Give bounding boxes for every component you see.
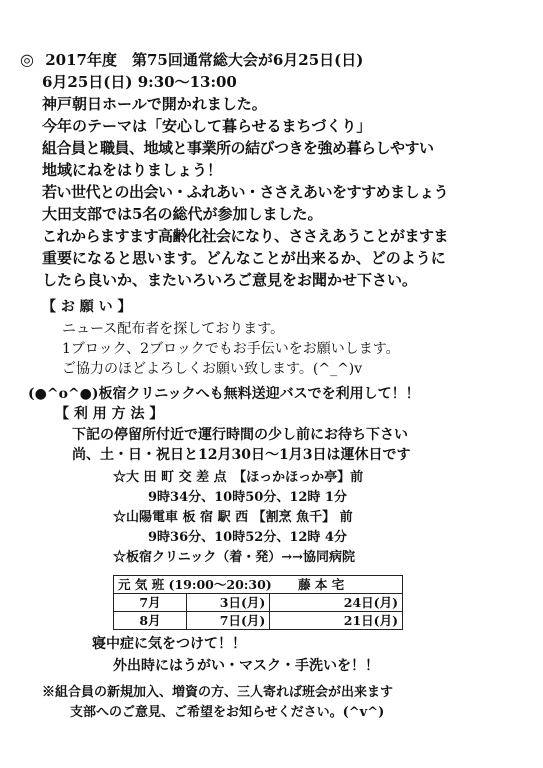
intro-line: 重要になると思います。どんなことが出来るか、どのように — [42, 249, 446, 267]
intro-line: 若い世代との出会い・ふれあい・ささえあいをすすめましょう — [42, 183, 449, 201]
bus-stop-name: ☆山陽電車 板 宿 駅 西 【割烹 魚千】 前 — [113, 510, 353, 525]
request-heading: 【 お 願 い 】 — [42, 299, 132, 315]
intro-line: 組合員と職員、地域と事業所の結びつきを強め暮らしやすい — [42, 139, 434, 157]
intro-line: 地域にねをはりましょう！ — [42, 161, 223, 179]
intro-line: 6月25日(日) 9:30～13:00 — [42, 73, 237, 91]
hygiene-reminder: 外出時にはうがい・マスク・手洗いを！！ — [113, 658, 379, 674]
bus-stop-name: ☆板宿クリニック（着・発）→→協同病院 — [113, 550, 356, 565]
schedule-date: 24日(月) — [270, 594, 403, 612]
usage-line: 尚、土・日・祝日と12月30日～1月3日は運休日です — [72, 447, 411, 463]
bus-stop-times: 9時34分、10時50分、12時 1分 — [148, 490, 347, 505]
meeting-title: 2017年度 第75回通常総大会が6月25日(日) — [45, 51, 364, 69]
schedule-row — [114, 612, 403, 630]
footer-note: ※組合員の新規加入、増資の方、三人寄れば班会が出来ます — [42, 685, 394, 700]
request-line: ご協力のほどよろしくお願い致します。(^_^)v — [62, 361, 363, 377]
intro-line: 今年のテーマは「安心して暮らせるまちづくり」 — [42, 117, 372, 135]
bus-title: (●^o^●)板宿クリニックへも無料送迎バスでを利用して！！ — [28, 386, 420, 402]
heat-warning: 寝中症に気をつけて！！ — [92, 636, 246, 652]
schedule-date: 21日(月) — [270, 612, 403, 630]
schedule-month: 7月 — [114, 594, 187, 612]
double-circle-icon: ◎ — [20, 50, 34, 69]
schedule-header-cell — [114, 576, 403, 594]
schedule-host-label: 藤 本 宅 — [298, 577, 345, 592]
intro-line: 大田支部では5名の総代が参加しました。 — [42, 205, 323, 223]
usage-heading: 【 利 用 方 法 】 — [55, 406, 164, 422]
request-line: 1ブロック、2ブロックでもお手伝いをお願いします。 — [62, 341, 400, 357]
usage-line: 下記の停留所付近で運行時間の少し前にお待ち下さい — [72, 427, 408, 443]
schedule-table — [113, 575, 403, 630]
request-line: ニュース配布者を探しております。 — [62, 321, 285, 337]
schedule-group-label: 元 気 班 (19:00～20:30) — [118, 577, 272, 592]
schedule-date: 3日(月) — [187, 594, 270, 612]
intro-line: これからますます高齢化社会になり、ささえあうことがますま — [42, 227, 449, 245]
footer-note: 支部へのご意見、ご希望をお知らせください。(^v^) — [70, 705, 385, 720]
schedule-header-row — [114, 576, 403, 594]
schedule-month: 8月 — [114, 612, 187, 630]
header-line — [20, 51, 363, 69]
bus-stop-times: 9時36分、10時52分、12時 4分 — [148, 530, 347, 545]
intro-line: したら良いか、またいろいろご意見をお聞かせ下さい。 — [42, 271, 418, 289]
schedule-date: 7日(月) — [187, 612, 270, 630]
bus-stop-name: ☆大 田 町 交 差 点 【ほっかほっか亭】前 — [113, 470, 364, 485]
schedule-row — [114, 594, 403, 612]
intro-line: 神戸朝日ホールで開かれました。 — [42, 95, 267, 113]
